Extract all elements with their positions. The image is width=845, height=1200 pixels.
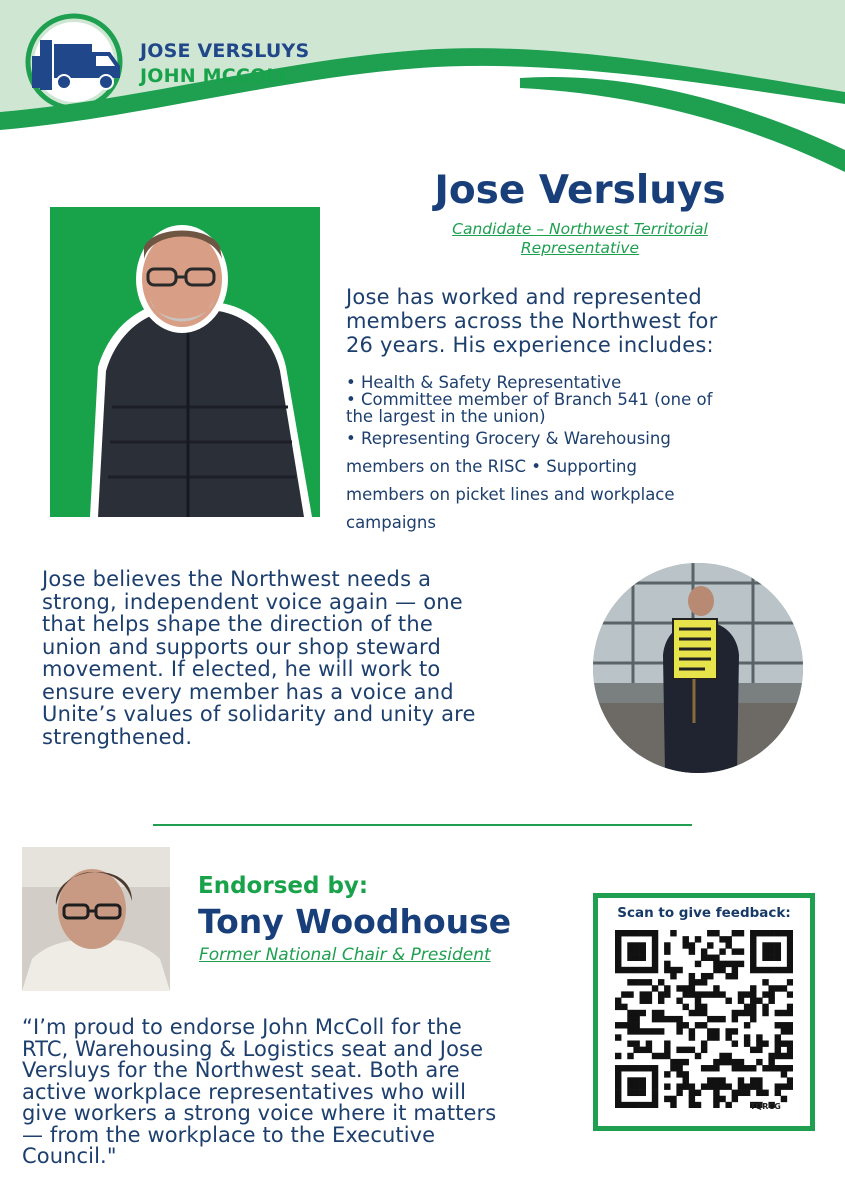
truck-forklift-icon xyxy=(18,12,130,112)
belief-line: Unite’s values of solidarity and unity are xyxy=(42,702,476,726)
experience-line: members on the RISC • Supporting xyxy=(346,457,637,476)
logo-name-jose: JOSE VERSLUYS xyxy=(140,40,310,62)
experience-line: • Representing Grocery & Warehousing xyxy=(346,429,671,448)
belief-line: that helps shape the direction of the xyxy=(42,612,433,636)
quote-line: RTC, Warehousing & Logistics seat and Jose xyxy=(22,1036,484,1061)
experience-line: campaigns xyxy=(346,513,436,532)
endorser-title[interactable]: Former National Chair & President xyxy=(199,945,491,965)
quote-line: active workplace representatives who will xyxy=(22,1079,467,1104)
candidate-role-line: Candidate – Northwest Territorial xyxy=(452,220,708,238)
quote-line: — from the workplace to the Executive xyxy=(22,1122,436,1147)
quote-line: Council." xyxy=(22,1144,117,1168)
intro-line: members across the Northwest for xyxy=(346,309,718,333)
candidate-portrait xyxy=(50,207,320,517)
experience-list xyxy=(346,374,816,537)
experience-line: • Health & Safety Representative xyxy=(346,373,622,392)
belief-line: ensure every member has a voice and xyxy=(42,679,454,704)
feedback-qr-box[interactable] xyxy=(593,893,815,1131)
experience-line: the largest in the union) xyxy=(346,407,546,426)
endorsed-by-label: Endorsed by: xyxy=(198,873,369,899)
intro-line: 26 years. His experience includes: xyxy=(346,333,714,357)
belief-paragraph xyxy=(42,568,572,748)
candidate-intro xyxy=(346,285,806,357)
qr-label: Scan to give feedback: xyxy=(617,905,791,921)
candidate-role-line: Representative xyxy=(520,239,640,257)
quote-line: Versluys for the Northwest seat. Both are xyxy=(22,1058,460,1082)
belief-line: Jose believes the Northwest needs a xyxy=(42,567,432,591)
quote-line: “I’m proud to endorse John McColl for the xyxy=(22,1015,462,1039)
endorser-portrait xyxy=(22,847,170,991)
qr-code[interactable] xyxy=(615,930,793,1108)
endorser-name: Tony Woodhouse xyxy=(198,902,512,941)
endorsement-quote xyxy=(22,1017,572,1168)
belief-line: strong, independent voice again — one xyxy=(42,589,463,614)
belief-line: strengthened. xyxy=(42,724,193,749)
picket-line-photo xyxy=(593,563,803,773)
qr-brand: TQRCG xyxy=(750,1102,781,1111)
candidate-name: Jose Versluys xyxy=(434,168,726,213)
logo-name-john: JOHN MCCOLL xyxy=(140,65,291,87)
experience-line: • Committee member of Branch 541 (one of xyxy=(346,390,713,409)
candidate-role[interactable] xyxy=(420,220,740,258)
belief-line: union and supports our shop steward xyxy=(42,634,442,659)
quote-line: give workers a strong voice where it matters xyxy=(22,1101,497,1125)
section-divider xyxy=(153,824,692,826)
intro-line: Jose has worked and represented xyxy=(346,285,702,309)
belief-line: movement. If elected, he will work to xyxy=(42,657,441,681)
experience-line: members on picket lines and workplace xyxy=(346,485,675,504)
